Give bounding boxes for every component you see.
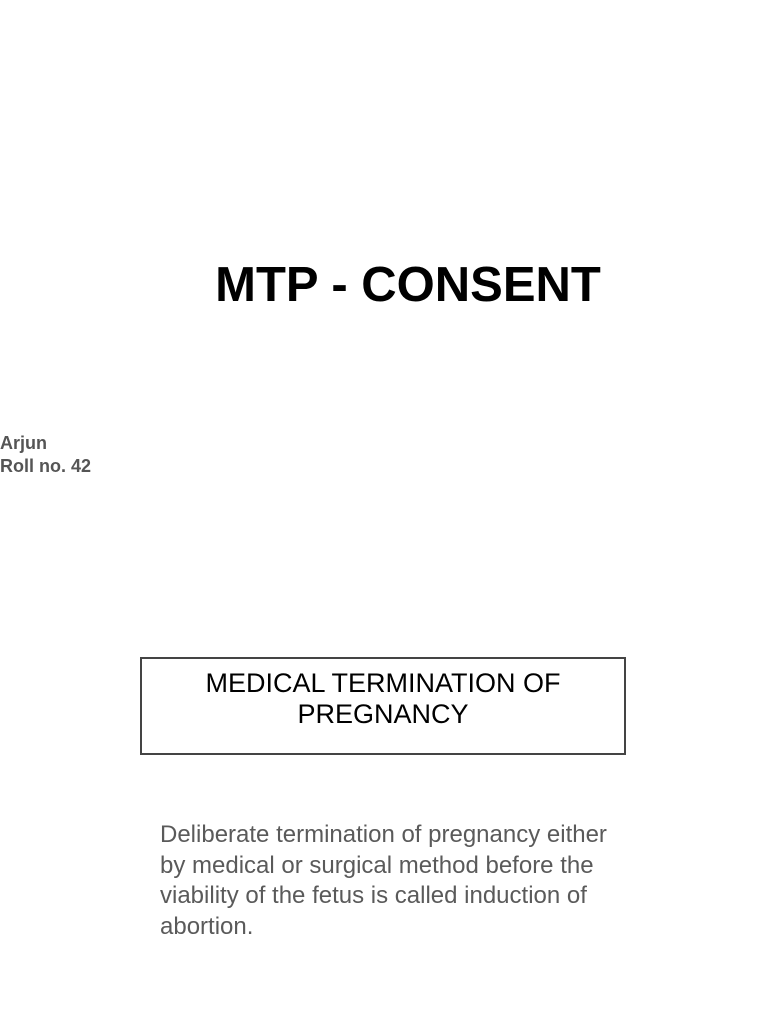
section-heading-box [140, 657, 626, 755]
page-title: MTP - CONSENT [215, 258, 601, 312]
definition-text: Deliberate termination of pregnancy either by medical or surgical method before the viability of the fetus is called induction of abortion. [160, 821, 607, 940]
author-name: Arjun [0, 433, 47, 453]
author-roll-number: Roll no. 42 [0, 456, 92, 476]
section-heading: MEDICAL TERMINATION OF PREGNANCY [205, 668, 561, 729]
author-block [0, 432, 91, 478]
